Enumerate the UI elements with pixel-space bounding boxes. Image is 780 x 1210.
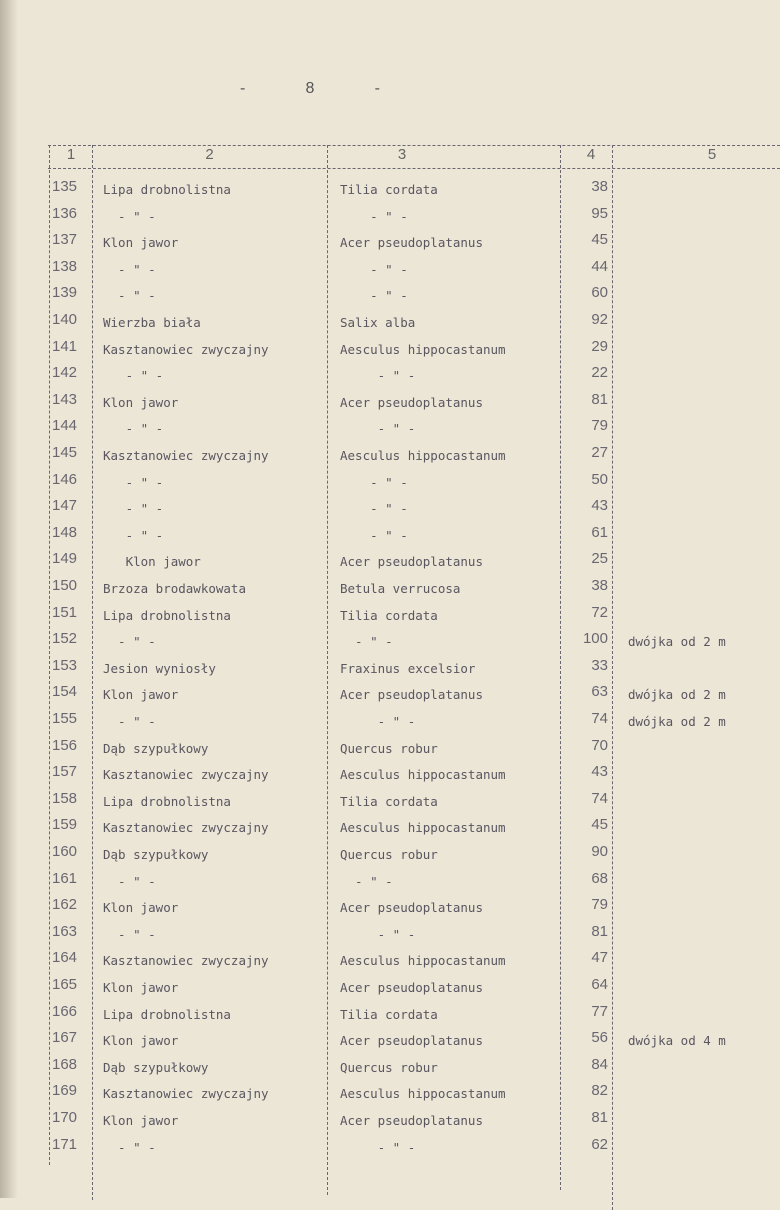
- row-number: 148: [52, 523, 78, 541]
- value: 62: [591, 1135, 608, 1153]
- latin-name: - " -: [340, 501, 408, 517]
- latin-name: Tilia cordata: [340, 793, 438, 809]
- row-number: 139: [52, 284, 78, 302]
- table-row: [0, 1029, 780, 1055]
- latin-name: Quercus robur: [340, 847, 438, 862]
- table-row: [0, 471, 780, 497]
- polish-name: - " -: [103, 527, 164, 543]
- polish-name: Klon jawor: [103, 687, 179, 703]
- row-number: 167: [52, 1029, 78, 1047]
- value: 45: [591, 816, 608, 834]
- table-row: [0, 976, 780, 1002]
- header-col-5: 5: [707, 146, 717, 163]
- value: 29: [591, 337, 608, 355]
- row-number: 143: [52, 390, 78, 408]
- table-row: [0, 710, 780, 736]
- row-number: 140: [52, 311, 78, 328]
- table-row: [0, 923, 780, 949]
- table-row: [0, 550, 780, 576]
- latin-name: Aesculus hippocastanum: [340, 953, 506, 969]
- row-number: 144: [52, 417, 78, 435]
- polish-name: Lipa drobnolistna: [103, 182, 231, 197]
- polish-name: Klon jawor: [103, 235, 179, 251]
- polish-name: Lipa drobnolistna: [103, 1006, 231, 1022]
- table-row: [0, 683, 780, 709]
- latin-name: Aesculus hippocastanum: [340, 448, 506, 463]
- remarks: dwójka od 2 m: [628, 687, 726, 703]
- latin-name: - " -: [340, 873, 393, 889]
- row-number: 150: [52, 577, 78, 594]
- header-col-3: 3: [397, 146, 407, 163]
- polish-name: Dąb szypułkowy: [103, 847, 209, 862]
- polish-name: Klon jawor: [103, 554, 201, 570]
- value: 79: [591, 417, 608, 435]
- row-number: 135: [52, 178, 78, 195]
- polish-name: - " -: [103, 421, 164, 437]
- remarks: dwójka od 4 m: [628, 1033, 726, 1049]
- polish-name: Kasztanowiec zwyczajny: [103, 1086, 269, 1102]
- value: 27: [591, 444, 608, 461]
- polish-name: Lipa drobnolistna: [103, 793, 231, 809]
- latin-name: Aesculus hippocastanum: [340, 1086, 506, 1102]
- table-row: [0, 391, 780, 417]
- row-number: 153: [52, 656, 78, 674]
- table-row: [0, 1003, 780, 1029]
- table-row: [0, 843, 780, 869]
- value: 60: [591, 284, 608, 302]
- row-number: 142: [52, 364, 78, 382]
- value: 74: [591, 789, 608, 807]
- table-row: [0, 816, 780, 842]
- row-number: 160: [52, 843, 78, 860]
- polish-name: - " -: [103, 368, 164, 384]
- value: 47: [591, 949, 608, 967]
- value: 22: [591, 364, 608, 382]
- value: 45: [591, 231, 608, 249]
- polish-name: Kasztanowiec zwyczajny: [103, 953, 269, 969]
- latin-name: - " -: [340, 714, 416, 729]
- table-row: [0, 1136, 780, 1162]
- row-number: 136: [52, 204, 78, 222]
- value: 70: [591, 736, 608, 754]
- table-row: [0, 630, 780, 656]
- value: 38: [591, 577, 608, 594]
- table-row: [0, 577, 780, 603]
- row-number: 161: [52, 869, 78, 887]
- latin-name: - " -: [340, 261, 408, 277]
- latin-name: - " -: [340, 368, 416, 384]
- value: 43: [591, 497, 608, 515]
- row-number: 154: [52, 683, 78, 701]
- header-col-2: 2: [205, 146, 214, 163]
- row-number: 146: [52, 470, 78, 488]
- value: 100: [582, 630, 608, 648]
- polish-name: - " -: [103, 714, 156, 729]
- table-row: [0, 178, 780, 204]
- latin-name: Salix alba: [340, 315, 416, 330]
- table-row: [0, 896, 780, 922]
- table-row: [0, 231, 780, 257]
- table-row: [0, 258, 780, 284]
- latin-name: - " -: [340, 474, 408, 490]
- value: 74: [591, 710, 608, 727]
- table-row: [0, 1056, 780, 1082]
- latin-name: - " -: [340, 208, 408, 224]
- page-number-line: [240, 80, 380, 98]
- table-row: [0, 1109, 780, 1135]
- latin-name: - " -: [340, 1139, 416, 1155]
- row-number: 149: [52, 550, 78, 568]
- polish-name: Wierzba biała: [103, 315, 201, 330]
- polish-name: - " -: [103, 926, 156, 942]
- table-row: [0, 338, 780, 364]
- row-number: 170: [52, 1109, 78, 1126]
- polish-name: - " -: [103, 474, 164, 490]
- polish-name: Lipa drobnolistna: [103, 607, 231, 623]
- table-row: [0, 604, 780, 630]
- page-number: 8: [305, 80, 315, 97]
- latin-name: - " -: [340, 288, 408, 304]
- row-number: 162: [52, 896, 78, 914]
- row-number: 155: [52, 710, 78, 727]
- latin-name: - " -: [340, 634, 393, 650]
- latin-name: Aesculus hippocastanum: [340, 767, 506, 783]
- latin-name: Acer pseudoplatanus: [340, 1113, 483, 1128]
- table-row: [0, 311, 780, 337]
- polish-name: Klon jawor: [103, 1033, 179, 1049]
- polish-name: Brzoza brodawkowata: [103, 581, 246, 596]
- value: 33: [591, 656, 608, 674]
- row-number: 168: [52, 1055, 78, 1073]
- latin-name: Tilia cordata: [340, 182, 438, 197]
- remarks: dwójka od 2 m: [628, 634, 726, 650]
- row-number: 158: [52, 789, 78, 807]
- row-number: 152: [52, 630, 78, 648]
- table-row: [0, 763, 780, 789]
- polish-name: Klon jawor: [103, 900, 179, 916]
- row-number: 145: [52, 444, 78, 461]
- header-bottom-rule: [48, 168, 780, 169]
- table-row: [0, 737, 780, 763]
- value: 82: [591, 1082, 608, 1100]
- latin-name: Acer pseudoplatanus: [340, 554, 483, 570]
- row-number: 171: [52, 1135, 78, 1153]
- row-number: 164: [52, 949, 78, 967]
- polish-name: Jesion wyniosły: [103, 660, 216, 676]
- header-col-1: 1: [66, 146, 76, 163]
- latin-name: - " -: [340, 421, 416, 437]
- value: 44: [591, 257, 608, 275]
- row-number: 165: [52, 976, 78, 993]
- row-number: 151: [52, 603, 78, 621]
- latin-name: - " -: [340, 926, 416, 942]
- polish-name: Kasztanowiec zwyczajny: [103, 448, 269, 463]
- row-number: 138: [52, 257, 78, 275]
- value: 81: [591, 1109, 608, 1126]
- row-number: 159: [52, 816, 78, 834]
- polish-name: Klon jawor: [103, 1113, 179, 1128]
- polish-name: - " -: [103, 873, 156, 889]
- polish-name: Klon jawor: [103, 394, 179, 410]
- polish-name: Dąb szypułkowy: [103, 1059, 209, 1075]
- latin-name: Tilia cordata: [340, 607, 438, 623]
- table-row: [0, 444, 780, 470]
- dash-right: -: [374, 80, 380, 97]
- polish-name: Klon jawor: [103, 980, 179, 995]
- value: 81: [591, 390, 608, 408]
- latin-name: Aesculus hippocastanum: [340, 820, 506, 836]
- latin-name: - " -: [340, 527, 408, 543]
- row-number: 163: [52, 922, 78, 940]
- latin-name: Acer pseudoplatanus: [340, 1033, 483, 1049]
- remarks: dwójka od 2 m: [628, 714, 726, 729]
- table-row: [0, 524, 780, 550]
- value: 72: [591, 603, 608, 621]
- polish-name: Kasztanowiec zwyczajny: [103, 341, 269, 357]
- table-row: [0, 417, 780, 443]
- row-number: 147: [52, 497, 78, 515]
- latin-name: Fraxinus excelsior: [340, 660, 476, 676]
- value: 38: [591, 178, 608, 195]
- value: 79: [591, 896, 608, 914]
- latin-name: Tilia cordata: [340, 1006, 438, 1022]
- polish-name: - " -: [103, 288, 156, 304]
- value: 68: [591, 869, 608, 887]
- value: 50: [591, 470, 608, 488]
- polish-name: Dąb szypułkowy: [103, 740, 209, 756]
- row-number: 166: [52, 1002, 78, 1020]
- latin-name: Acer pseudoplatanus: [340, 900, 483, 916]
- table-row: [0, 949, 780, 975]
- row-number: 169: [52, 1082, 78, 1100]
- latin-name: Acer pseudoplatanus: [340, 235, 483, 251]
- polish-name: Kasztanowiec zwyczajny: [103, 820, 269, 836]
- latin-name: Acer pseudoplatanus: [340, 687, 483, 703]
- dash-left: -: [240, 80, 246, 97]
- table-row: [0, 497, 780, 523]
- table-row: [0, 284, 780, 310]
- polish-name: Kasztanowiec zwyczajny: [103, 767, 269, 783]
- value: 25: [591, 550, 608, 568]
- latin-name: Quercus robur: [340, 1059, 438, 1075]
- polish-name: - " -: [103, 208, 156, 224]
- value: 90: [591, 843, 608, 860]
- latin-name: Quercus robur: [340, 740, 438, 756]
- latin-name: Aesculus hippocastanum: [340, 341, 506, 357]
- table-row: [0, 205, 780, 231]
- value: 64: [591, 976, 608, 993]
- value: 43: [591, 763, 608, 781]
- value: 81: [591, 922, 608, 940]
- row-number: 157: [52, 763, 78, 781]
- latin-name: Acer pseudoplatanus: [340, 980, 483, 995]
- polish-name: - " -: [103, 261, 156, 277]
- header-col-4: 4: [586, 146, 596, 163]
- polish-name: - " -: [103, 634, 156, 650]
- latin-name: Betula verrucosa: [340, 581, 461, 596]
- table-row: [0, 870, 780, 896]
- table-row: [0, 1082, 780, 1108]
- table-row: [0, 790, 780, 816]
- polish-name: - " -: [103, 1139, 156, 1155]
- row-number: 156: [52, 736, 78, 754]
- table-row: [0, 364, 780, 390]
- value: 84: [591, 1055, 608, 1073]
- value: 63: [591, 683, 608, 701]
- value: 77: [591, 1002, 608, 1020]
- value: 56: [591, 1029, 608, 1047]
- polish-name: - " -: [103, 501, 164, 517]
- value: 61: [591, 523, 608, 541]
- table-row: [0, 657, 780, 683]
- latin-name: Acer pseudoplatanus: [340, 394, 483, 410]
- value: 95: [591, 204, 608, 222]
- row-number: 141: [52, 337, 78, 355]
- row-number: 137: [52, 231, 78, 249]
- value: 92: [591, 311, 608, 328]
